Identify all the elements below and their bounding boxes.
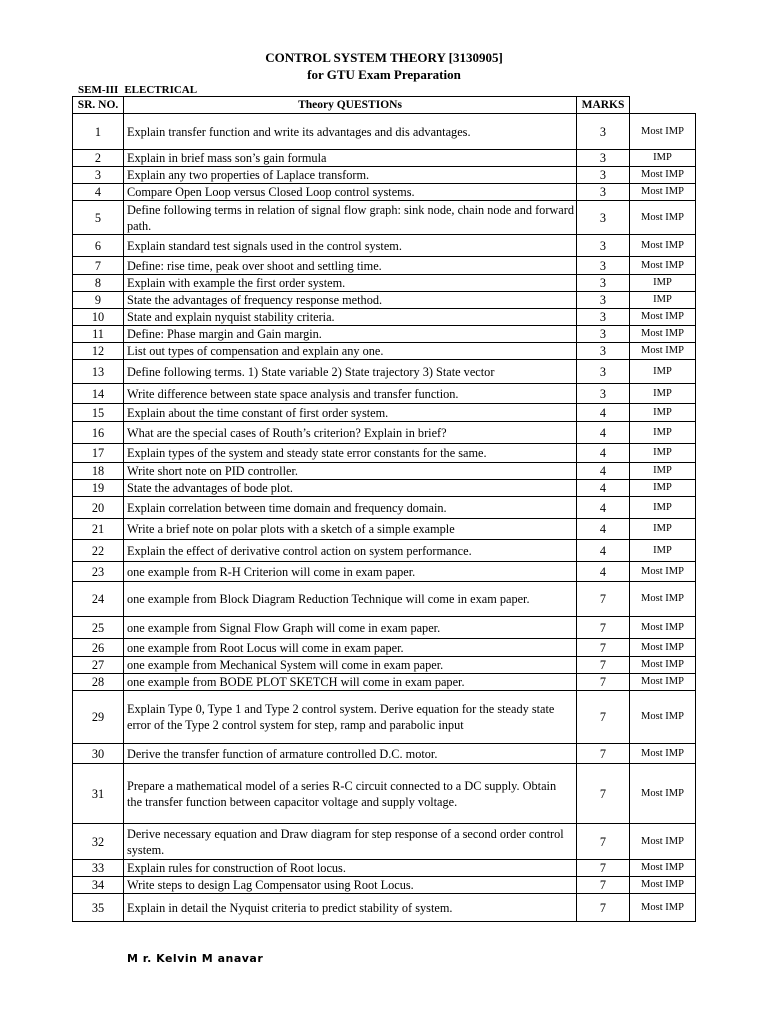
row-sr-number: 16 xyxy=(73,422,124,444)
author-name: M r. Kelvin M anavar xyxy=(127,952,264,965)
row-sr-number: 32 xyxy=(73,824,124,860)
row-importance: Most IMP xyxy=(630,235,696,257)
row-sr-number: 14 xyxy=(73,384,124,404)
row-question: Explain transfer function and write its advantages and dis advantages. xyxy=(124,114,577,150)
row-question: Define following terms in relation of signal flow graph: sink node, chain node and forward path. xyxy=(124,201,577,235)
row-marks: 4 xyxy=(577,422,630,444)
row-importance: Most IMP xyxy=(630,674,696,691)
row-question: Write short note on PID controller. xyxy=(124,463,577,480)
table-row xyxy=(73,326,696,343)
row-sr-number: 33 xyxy=(73,860,124,877)
row-marks: 4 xyxy=(577,463,630,480)
semester-label: SEM-III xyxy=(78,84,119,96)
row-importance: Most IMP xyxy=(630,309,696,326)
row-importance: IMP xyxy=(630,422,696,444)
row-sr-number: 23 xyxy=(73,562,124,582)
row-importance: IMP xyxy=(630,292,696,309)
table-row xyxy=(73,582,696,617)
row-sr-number: 10 xyxy=(73,309,124,326)
table-row xyxy=(73,480,696,497)
row-sr-number: 25 xyxy=(73,617,124,639)
row-question: Explain correlation between time domain and frequency domain. xyxy=(124,497,577,519)
table-row xyxy=(73,292,696,309)
table-row xyxy=(73,639,696,657)
row-sr-number: 18 xyxy=(73,463,124,480)
table-body xyxy=(73,114,696,922)
row-question: Explain in detail the Nyquist criteria to predict stability of system. xyxy=(124,894,577,922)
row-marks: 3 xyxy=(577,309,630,326)
row-marks: 3 xyxy=(577,326,630,343)
table-row xyxy=(73,404,696,422)
column-header-importance xyxy=(630,97,696,114)
row-importance: IMP xyxy=(630,150,696,167)
table-row xyxy=(73,657,696,674)
row-importance: Most IMP xyxy=(630,562,696,582)
row-importance: Most IMP xyxy=(630,744,696,764)
row-importance: Most IMP xyxy=(630,691,696,744)
row-sr-number: 24 xyxy=(73,582,124,617)
row-question: Define following terms. 1) State variable 2) State trajectory 3) State vector xyxy=(124,360,577,384)
row-importance: IMP xyxy=(630,404,696,422)
row-marks: 3 xyxy=(577,201,630,235)
row-question: one example from Root Locus will come in exam paper. xyxy=(124,639,577,657)
row-marks: 4 xyxy=(577,540,630,562)
row-question: What are the special cases of Routh’s criterion? Explain in brief? xyxy=(124,422,577,444)
row-question: Derive the transfer function of armature controlled D.C. motor. xyxy=(124,744,577,764)
table-row xyxy=(73,562,696,582)
table-row xyxy=(73,824,696,860)
table-row xyxy=(73,463,696,480)
table-row xyxy=(73,360,696,384)
row-question: Explain with example the first order system. xyxy=(124,275,577,292)
row-importance: IMP xyxy=(630,463,696,480)
row-marks: 4 xyxy=(577,480,630,497)
row-importance: Most IMP xyxy=(630,824,696,860)
table-row xyxy=(73,617,696,639)
row-question: Write difference between state space analysis and transfer function. xyxy=(124,384,577,404)
row-marks: 7 xyxy=(577,691,630,744)
table-row xyxy=(73,275,696,292)
row-sr-number: 5 xyxy=(73,201,124,235)
row-question: one example from Mechanical System will come in exam paper. xyxy=(124,657,577,674)
column-header-question: Theory QUESTIONs xyxy=(124,97,577,114)
row-importance: Most IMP xyxy=(630,582,696,617)
row-question: Define: Phase margin and Gain margin. xyxy=(124,326,577,343)
row-importance: Most IMP xyxy=(630,184,696,201)
row-marks: 7 xyxy=(577,877,630,894)
row-marks: 4 xyxy=(577,497,630,519)
row-question: Explain standard test signals used in the control system. xyxy=(124,235,577,257)
row-importance: Most IMP xyxy=(630,114,696,150)
row-question: one example from BODE PLOT SKETCH will come in exam paper. xyxy=(124,674,577,691)
table-row xyxy=(73,343,696,360)
row-marks: 4 xyxy=(577,519,630,540)
table-row xyxy=(73,764,696,824)
row-marks: 3 xyxy=(577,360,630,384)
table-header-row xyxy=(73,97,696,114)
row-importance: Most IMP xyxy=(630,894,696,922)
row-sr-number: 31 xyxy=(73,764,124,824)
row-sr-number: 15 xyxy=(73,404,124,422)
row-importance: Most IMP xyxy=(630,860,696,877)
table-row xyxy=(73,877,696,894)
row-question: Define: rise time, peak over shoot and settling time. xyxy=(124,257,577,275)
table-row xyxy=(73,497,696,519)
table-row xyxy=(73,519,696,540)
questions-table xyxy=(72,96,696,922)
document-subtitle: for GTU Exam Preparation xyxy=(307,67,461,82)
row-sr-number: 27 xyxy=(73,657,124,674)
row-question: List out types of compensation and explain any one. xyxy=(124,343,577,360)
row-importance: Most IMP xyxy=(630,167,696,184)
row-sr-number: 17 xyxy=(73,444,124,463)
branch-label: ELECTRICAL xyxy=(124,84,198,96)
table-row xyxy=(73,309,696,326)
row-marks: 3 xyxy=(577,150,630,167)
row-importance: Most IMP xyxy=(630,639,696,657)
row-sr-number: 13 xyxy=(73,360,124,384)
row-sr-number: 3 xyxy=(73,167,124,184)
row-sr-number: 30 xyxy=(73,744,124,764)
row-importance: IMP xyxy=(630,384,696,404)
table-row xyxy=(73,384,696,404)
row-importance: Most IMP xyxy=(630,326,696,343)
row-sr-number: 6 xyxy=(73,235,124,257)
table-row xyxy=(73,674,696,691)
row-question: Explain about the time constant of first order system. xyxy=(124,404,577,422)
row-sr-number: 29 xyxy=(73,691,124,744)
row-marks: 4 xyxy=(577,444,630,463)
row-marks: 7 xyxy=(577,674,630,691)
table-row xyxy=(73,691,696,744)
row-marks: 3 xyxy=(577,235,630,257)
table-row xyxy=(73,422,696,444)
row-marks: 3 xyxy=(577,167,630,184)
row-importance: Most IMP xyxy=(630,201,696,235)
row-question: Explain in brief mass son’s gain formula xyxy=(124,150,577,167)
row-marks: 7 xyxy=(577,894,630,922)
row-sr-number: 12 xyxy=(73,343,124,360)
table-row xyxy=(73,894,696,922)
row-question: Write steps to design Lag Compensator using Root Locus. xyxy=(124,877,577,894)
row-sr-number: 19 xyxy=(73,480,124,497)
row-sr-number: 11 xyxy=(73,326,124,343)
row-marks: 7 xyxy=(577,639,630,657)
row-importance: Most IMP xyxy=(630,257,696,275)
row-importance: Most IMP xyxy=(630,617,696,639)
column-header-sr: SR. NO. xyxy=(73,97,124,114)
row-question: Explain any two properties of Laplace transform. xyxy=(124,167,577,184)
row-sr-number: 20 xyxy=(73,497,124,519)
row-sr-number: 26 xyxy=(73,639,124,657)
row-marks: 3 xyxy=(577,275,630,292)
row-question: Explain the effect of derivative control action on system performance. xyxy=(124,540,577,562)
row-sr-number: 35 xyxy=(73,894,124,922)
row-importance: IMP xyxy=(630,480,696,497)
row-sr-number: 7 xyxy=(73,257,124,275)
row-question: State and explain nyquist stability criteria. xyxy=(124,309,577,326)
row-importance: IMP xyxy=(630,360,696,384)
table-row xyxy=(73,540,696,562)
table-row xyxy=(73,184,696,201)
row-importance: Most IMP xyxy=(630,657,696,674)
row-question: Explain Type 0, Type 1 and Type 2 control system. Derive equation for the steady state error of the Type 2 control system for step, ramp and parabolic input xyxy=(124,691,577,744)
row-marks: 7 xyxy=(577,657,630,674)
row-sr-number: 28 xyxy=(73,674,124,691)
row-importance: IMP xyxy=(630,275,696,292)
row-question: Compare Open Loop versus Closed Loop control systems. xyxy=(124,184,577,201)
row-sr-number: 9 xyxy=(73,292,124,309)
row-marks: 7 xyxy=(577,617,630,639)
row-marks: 7 xyxy=(577,860,630,877)
row-question: Explain rules for construction of Root locus. xyxy=(124,860,577,877)
row-importance: Most IMP xyxy=(630,764,696,824)
table-row xyxy=(73,167,696,184)
table-row xyxy=(73,444,696,463)
row-question: Write a brief note on polar plots with a sketch of a simple example xyxy=(124,519,577,540)
row-question: Derive necessary equation and Draw diagram for step response of a second order control system. xyxy=(124,824,577,860)
row-question: State the advantages of frequency response method. xyxy=(124,292,577,309)
row-marks: 7 xyxy=(577,582,630,617)
row-marks: 4 xyxy=(577,404,630,422)
row-sr-number: 4 xyxy=(73,184,124,201)
row-question: State the advantages of bode plot. xyxy=(124,480,577,497)
table-row xyxy=(73,150,696,167)
table-row xyxy=(73,114,696,150)
row-sr-number: 1 xyxy=(73,114,124,150)
row-marks: 7 xyxy=(577,744,630,764)
row-importance: IMP xyxy=(630,497,696,519)
row-marks: 4 xyxy=(577,562,630,582)
row-importance: IMP xyxy=(630,540,696,562)
row-importance: Most IMP xyxy=(630,877,696,894)
row-importance: IMP xyxy=(630,519,696,540)
row-marks: 7 xyxy=(577,764,630,824)
table-row xyxy=(73,201,696,235)
row-sr-number: 34 xyxy=(73,877,124,894)
table-row xyxy=(73,257,696,275)
row-question: one example from Signal Flow Graph will come in exam paper. xyxy=(124,617,577,639)
row-importance: Most IMP xyxy=(630,343,696,360)
row-sr-number: 2 xyxy=(73,150,124,167)
row-question: one example from Block Diagram Reduction Technique will come in exam paper. xyxy=(124,582,577,617)
row-sr-number: 21 xyxy=(73,519,124,540)
row-marks: 3 xyxy=(577,114,630,150)
column-header-marks: MARKS xyxy=(577,97,630,114)
row-marks: 3 xyxy=(577,292,630,309)
row-marks: 3 xyxy=(577,384,630,404)
row-question: Explain types of the system and steady state error constants for the same. xyxy=(124,444,577,463)
row-question: Prepare a mathematical model of a series R-C circuit connected to a DC supply. Obtain the transfer function between capacitor voltage and supply voltage. xyxy=(124,764,577,824)
table-row xyxy=(73,744,696,764)
row-question: one example from R-H Criterion will come in exam paper. xyxy=(124,562,577,582)
semester-branch-label xyxy=(78,84,203,96)
row-marks: 3 xyxy=(577,257,630,275)
document-title: CONTROL SYSTEM THEORY [3130905] xyxy=(265,50,503,65)
table-row xyxy=(73,860,696,877)
row-importance: IMP xyxy=(630,444,696,463)
row-marks: 3 xyxy=(577,343,630,360)
row-sr-number: 22 xyxy=(73,540,124,562)
table-row xyxy=(73,235,696,257)
row-marks: 7 xyxy=(577,824,630,860)
row-marks: 3 xyxy=(577,184,630,201)
row-sr-number: 8 xyxy=(73,275,124,292)
